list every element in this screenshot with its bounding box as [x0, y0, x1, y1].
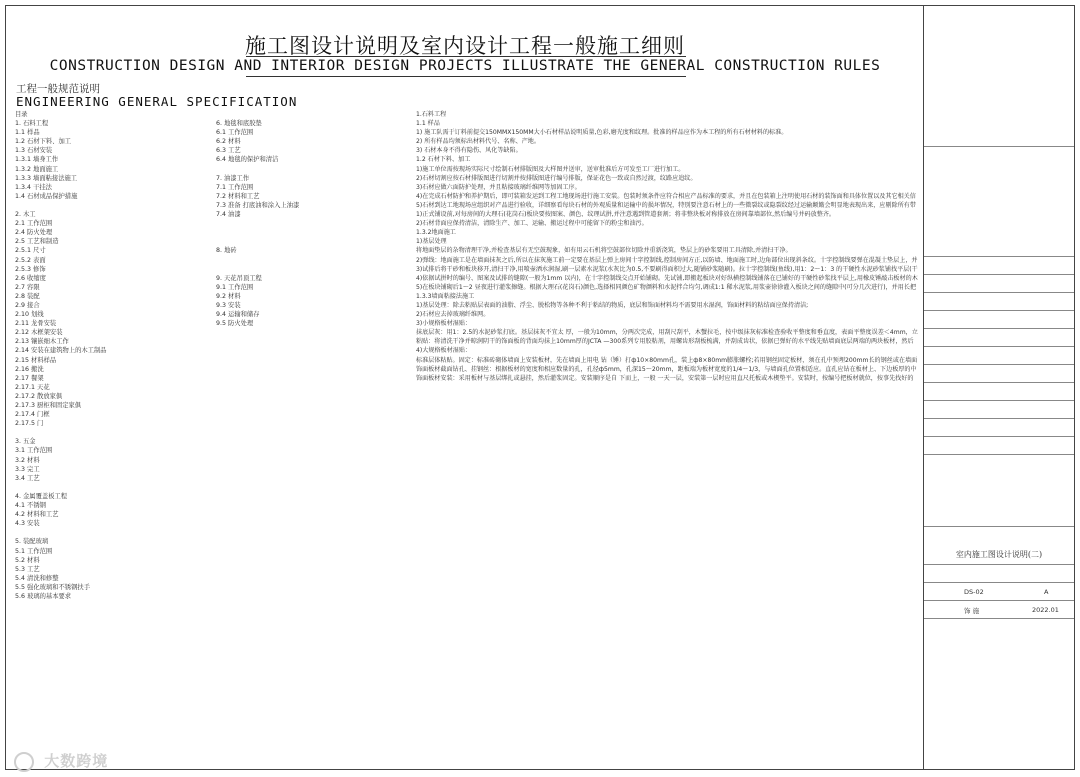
toc-entry: 2. 木工 — [15, 211, 36, 219]
toc-entry: 2.17.4 门框 — [15, 411, 50, 419]
toc-entry: 2.17.3 厨柜和固定家俱 — [15, 402, 82, 409]
toc-entry: 2.7 容限 — [15, 283, 40, 291]
toc-entry: 6.4 地毯的保护和清洁 — [216, 156, 279, 164]
toc-entry: 4.1 不锈钢 — [15, 502, 46, 510]
spec-paragraph: 将地面垫层的杂物清理干净,并检查基层有无空鼓现象，如有用云石机将空鼓部位切除并重新浇筑，垫层上的砂浆要用工具清除,并清扫干净。 — [416, 247, 792, 255]
toc-entry: 9.1 工作范围 — [216, 283, 254, 291]
toc-entry: 1. 石料工程 — [15, 120, 49, 128]
toc-entry: 2.15 材料样品 — [15, 356, 57, 364]
tb-drawing-number: DS-02 — [964, 588, 984, 596]
watermark-text: 大数跨境 — [44, 752, 109, 770]
toc-entry: 1.4 石材成品保护措施 — [15, 192, 78, 200]
watermark — [14, 750, 108, 772]
toc-column-2 — [216, 110, 406, 328]
spec-paragraph: 4)依据试拼时的编号、图案及试排的缝隙(一般为1mm 以内)，在十字控制线交点开始铺砌。先试铺,即搬起板块对好纵横控制线铺落在已铺好的干硬性砂浆找平层上,用橡皮锤敲击板材的木 — [416, 274, 918, 282]
toc-entry: 2.6 收缩度 — [15, 274, 46, 282]
toc-entry: 2.13 镶嵌细木工作 — [15, 338, 69, 346]
toc-entry: 2.10 划线 — [15, 311, 44, 319]
toc-entry: 3. 五金 — [15, 438, 36, 446]
toc-spacer — [15, 201, 205, 210]
toc-entry: 5. 装配玻璃 — [15, 538, 49, 546]
toc-entry: 7. 油漆工作 — [216, 174, 250, 182]
toc-entry: 9.3 安装 — [216, 301, 241, 309]
spec-paragraph: 2)石材切割应按石材排版图进行切割并按排版图进行编号排版，保证花色一致或自然过渡，纹路应追纹。 — [416, 174, 697, 182]
toc-entry: 1.1 样品 — [15, 129, 40, 137]
toc-entry: 1.3.2 地面施工 — [15, 165, 59, 173]
tb-divider — [924, 292, 1074, 293]
toc-entry: 2.4 防火处理 — [15, 229, 53, 237]
tb-divider — [924, 256, 1074, 257]
toc-entry: 5.3 工艺 — [15, 565, 40, 573]
spec-paragraph: 粘贴：将清洗干净并晾润阴干的饰面板的背面均抹上10mm厚的JCTA —300系列专用胶粘剂，用螺齿形刮板梳满，并刮成齿状，依据已弹好的水平线先贴墙面底层两端的两块板材，然后 — [416, 338, 914, 346]
toc-entry: 2.17.5 门 — [15, 420, 44, 428]
toc-entry: 9.5 防火处理 — [216, 320, 254, 328]
spec-paragraph: 4)在完成石材防护和养护期后，即可装箱发运到工程工地现场进行施工安装。包装时须条件应符合相应产品标准的要求，并且在包装箱上注明使用石材的装饰面和具体位置以及其它相关信 — [416, 192, 916, 200]
toc-entry: 2.8 装配 — [15, 292, 40, 300]
toc-spacer — [15, 483, 205, 492]
toc-entry: 5.6 玻璃的基本要求 — [15, 592, 72, 600]
toc-entry: 2.11 龙骨安装 — [15, 320, 57, 328]
toc-entry: 8. 地砖 — [216, 247, 237, 255]
tb-divider — [924, 364, 1074, 365]
spec-paragraph: 5)在板块铺砌后1～2 昼夜进行灌浆擦缝。根据大理石(花岗石)颜色,选择相同颜色矿物颜料和水泥拌合均匀,调成1:1 稀水泥浆,用浆壶徐徐灌入板块之间的缝隙中(可分几次进行)，并用长把 — [416, 283, 917, 291]
toc-entry: 2.17.2 散放家俱 — [15, 392, 63, 400]
tb-divider — [924, 454, 1074, 455]
spec-paragraph: 1) 施工队需于订料前提交150MMX150MM大小石材样品说明质量,色彩,磨光度和纹理。批准的样品应作为本工程的所有石材材料的标准。 — [416, 129, 788, 137]
tb-divider — [924, 418, 1074, 419]
spec-paragraph: 1)基层处理 — [416, 238, 447, 246]
title-block — [923, 6, 1074, 769]
toc-entry: 2.5.2 表面 — [15, 256, 46, 264]
drawing-sheet — [5, 5, 1075, 770]
toc-entry: 6.3 工艺 — [216, 147, 241, 155]
toc-spacer — [216, 256, 406, 265]
toc-entry: 1.3.1 墙身工作 — [15, 156, 59, 164]
toc-spacer — [216, 219, 406, 228]
spec-paragraph: 2) 所有样品均须标出材料代号、名称、产地。 — [416, 138, 540, 146]
spec-body-text — [416, 110, 919, 383]
toc-entry: 5.5 强化玻璃和不锈钢扶手 — [15, 583, 90, 591]
toc-spacer — [216, 237, 406, 246]
toc-entry: 2.16 搬洗 — [15, 365, 44, 373]
toc-entry: 1.2 石材下料、加工 — [15, 138, 72, 146]
tb-divider — [924, 400, 1074, 401]
tb-drawing-name: 室内施工图设计说明(二) — [955, 550, 1043, 559]
section-title-cn: 工程一般规范说明 — [16, 83, 100, 95]
toc-spacer — [216, 110, 406, 119]
tb-divider — [924, 436, 1074, 437]
spec-paragraph: 5)石材到达工地现场应组织对产品进行验收，详细察看每块石材的外观质量和运输中的损坏情况，特别要注意石材上的一些微裂纹或隐裂纹经过运输颠簸会明显地表现出来，应剔除所有带 — [416, 201, 916, 209]
spec-paragraph: 1.3.3墙面粘接法施工 — [416, 292, 475, 300]
spec-paragraph: 抹底层灰：用1：2.5的水泥砂浆打底。基层抹灰不宜太 厚，一般为10mm，分两次完成，用刮尺刮平，木蟹拉毛，按中级抹灰标准检查验收平整度和垂直度，表面平整度误差＜4mm，立 — [416, 329, 918, 337]
spec-paragraph: 1.2 石材下料、加工 — [416, 156, 471, 164]
toc-entry: 2.5.3 修饰 — [15, 265, 46, 273]
spec-paragraph: 3)试排后将干砂和板块移开,清扫干净,用喷壶洒水润湿,刷一层素水泥浆(水灰比为0.5,不要刷得面积过大,随铺砂浆随刷)。拉十字控制线(鱼线),用1：2～1：3 的干硬性水泥砂浆铺找平层(干 — [416, 265, 918, 273]
toc-spacer — [15, 528, 205, 537]
tb-divider — [924, 618, 1074, 619]
spec-paragraph: 标准层体粘贴。固定：标准砖砌体墙面上安装板材，先在墙面上用电 钻（锤）打ф10×80mm孔，装上ф8×80mm膨胀螺栓;若用钢丝固定板材，须在孔中预埋200mm长的钢丝或在墙面 — [416, 356, 918, 364]
toc-entry: 2.9 接合 — [15, 301, 40, 309]
spec-paragraph: 1.石料工程 — [416, 111, 447, 118]
spec-paragraph: 4)大规格板材湿贴： — [416, 347, 472, 355]
tb-divider — [924, 526, 1074, 527]
title-underline — [246, 56, 686, 57]
tb-divider — [924, 382, 1074, 383]
spec-paragraph: 3) 石材本身不得有隐伤、风化等缺陷。 — [416, 147, 522, 155]
section-title-en: ENGINEERING GENERAL SPECIFICATION — [16, 94, 298, 109]
tb-divider — [924, 346, 1074, 347]
toc-entry: 3.3 完工 — [15, 465, 40, 473]
toc-entry: 6.1 工作范围 — [216, 129, 254, 137]
spec-paragraph: 2)弹线：地面施工是在墙面抹灰之后,所以在抹灰施工前一定要在基层上弹上房间十字控制线,控制房间方正,以防墙、地面施工时,边角部位出现斜条纹。十字控制线要弹在混凝土垫层上，并 — [416, 256, 918, 264]
toc-entry: 2.12 木框架安装 — [15, 329, 63, 337]
spec-paragraph: 3)石材应做六面防护处理，并且粘接玻璃纤维网等加固工序。 — [416, 183, 581, 191]
toc-entry: 3.1 工作范围 — [15, 447, 53, 455]
spec-paragraph: 1)基层处理：除去粘贴层表面的油脂、浮尘、脱松物等各种不利于粘结的物质，底层和饰面材料均不需要用水湿润，饰面材料的粘结面应保持清洁; — [416, 301, 809, 309]
spec-paragraph: 3)小规格板材湿贴： — [416, 320, 472, 328]
spec-paragraph: 饰面板材安装：采用板材与基层绑扎或悬挂，然后灌浆固定。安装顺序是自 下而上，一般 一天一层，安装第一层时应用直尺托板或木楔垫平。安装时，按编号把板材就位，按事先找好的 — [416, 374, 914, 382]
toc-entry: 2.5 工艺和制造 — [15, 238, 59, 246]
toc-column-1 — [15, 110, 205, 601]
tb-divider — [924, 564, 1074, 565]
toc-entry: 7.3 准备 打底油和涂入上油漆 — [216, 201, 300, 209]
spec-paragraph: 1)正式铺设前,对每房间的大理石(花岗石)板块要按图案、颜色、纹理试拼,并注意遇到管道套割；将非整块板对称排放在房间靠墙部位,然后编号并码放整齐。 — [416, 211, 836, 219]
toc-entry: 1.3.4 干挂法 — [15, 183, 52, 191]
toc-entry: 7.4 油漆 — [216, 211, 241, 219]
toc-spacer — [15, 428, 205, 437]
watermark-logo-icon — [14, 752, 34, 772]
tb-divider — [924, 146, 1074, 147]
toc-entry: 7.2 材料和工艺 — [216, 192, 260, 200]
tb-date: 2022.01 — [1032, 606, 1059, 614]
toc-entry: 2.5.1 尺寸 — [15, 247, 46, 255]
toc-entry: 1.3 石材安装 — [15, 147, 53, 155]
toc-entry: 5.4 清洗和修整 — [15, 574, 59, 582]
toc-entry: 3.2 材料 — [15, 456, 40, 464]
spec-paragraph: 1.1 样品 — [416, 120, 440, 128]
toc-entry: 6. 地毯和底胶垫 — [216, 120, 262, 128]
toc-spacer — [216, 265, 406, 274]
tb-divider — [924, 582, 1074, 583]
toc-entry: 目录 — [15, 111, 28, 118]
drawing-title-cn: 施工图设计说明及室内设计工程一般施工细则 — [245, 34, 685, 58]
spec-paragraph: 饰面板材截面钻孔、挂钢丝：根据板材的宽度和相应数量的孔，孔径ф5mm，孔深15～20mm，距板端为板材宽度的1/4～1/3，与墙面孔位置相适应。直孔应钻在板材上、下边板厚的中 — [416, 365, 917, 373]
toc-entry: 5.2 材料 — [15, 556, 40, 564]
tb-discipline: 饰 施 — [964, 607, 980, 615]
toc-entry: 4. 金属覆盖板工程 — [15, 492, 68, 500]
toc-entry: 9. 天花吊顶工程 — [216, 274, 262, 282]
toc-entry: 9.2 材料 — [216, 292, 241, 300]
toc-entry: 1.3.3 墙面粘接法施工 — [15, 174, 78, 182]
toc-spacer — [216, 228, 406, 237]
toc-spacer — [216, 165, 406, 174]
drawing-title-en: CONSTRUCTION DESIGN AND INTERIOR DESIGN PROJECTS ILLUSTRATE THE GENERAL CONSTRUCTION RULES — [49, 58, 881, 74]
tb-divider — [924, 274, 1074, 275]
title-rule-lower — [246, 76, 686, 77]
spec-paragraph: 1)施工单位需按现场实际尺寸绘制石材排版图及大样图并送审，送审批准后方可发至工厂进行加工。 — [416, 165, 685, 173]
toc-entry: 4.3 安装 — [15, 520, 40, 528]
toc-entry: 2.1 工作范围 — [15, 220, 53, 228]
tb-revision: A — [1044, 588, 1049, 596]
tb-divider — [924, 310, 1074, 311]
tb-divider — [924, 328, 1074, 329]
toc-entry: 2.17 餐架 — [15, 374, 44, 382]
tb-divider — [924, 600, 1074, 601]
spec-paragraph: 2)石材应去掉玻璃纤维网。 — [416, 311, 490, 319]
spec-paragraph: 2)石材背面应保持清洁，清除生产、加工、运输、搬运过程中可能留下的粉尘和油污。 — [416, 220, 648, 228]
toc-entry: 6.2 材料 — [216, 138, 241, 146]
sheet-main-area — [6, 6, 924, 769]
toc-entry: 5.1 工作范围 — [15, 547, 53, 555]
toc-entry: 3.4 工艺 — [15, 474, 40, 482]
toc-entry: 2.17.1 天花 — [15, 383, 50, 391]
spec-paragraph: 1.3.2地面施工 — [416, 229, 456, 237]
toc-entry: 4.2 材料和工艺 — [15, 511, 59, 519]
toc-entry: 7.1 工作范围 — [216, 183, 254, 191]
toc-entry: 9.4 运输和储存 — [216, 311, 260, 319]
toc-entry: 2.14 安装在建筑物上的木工制品 — [15, 347, 107, 355]
